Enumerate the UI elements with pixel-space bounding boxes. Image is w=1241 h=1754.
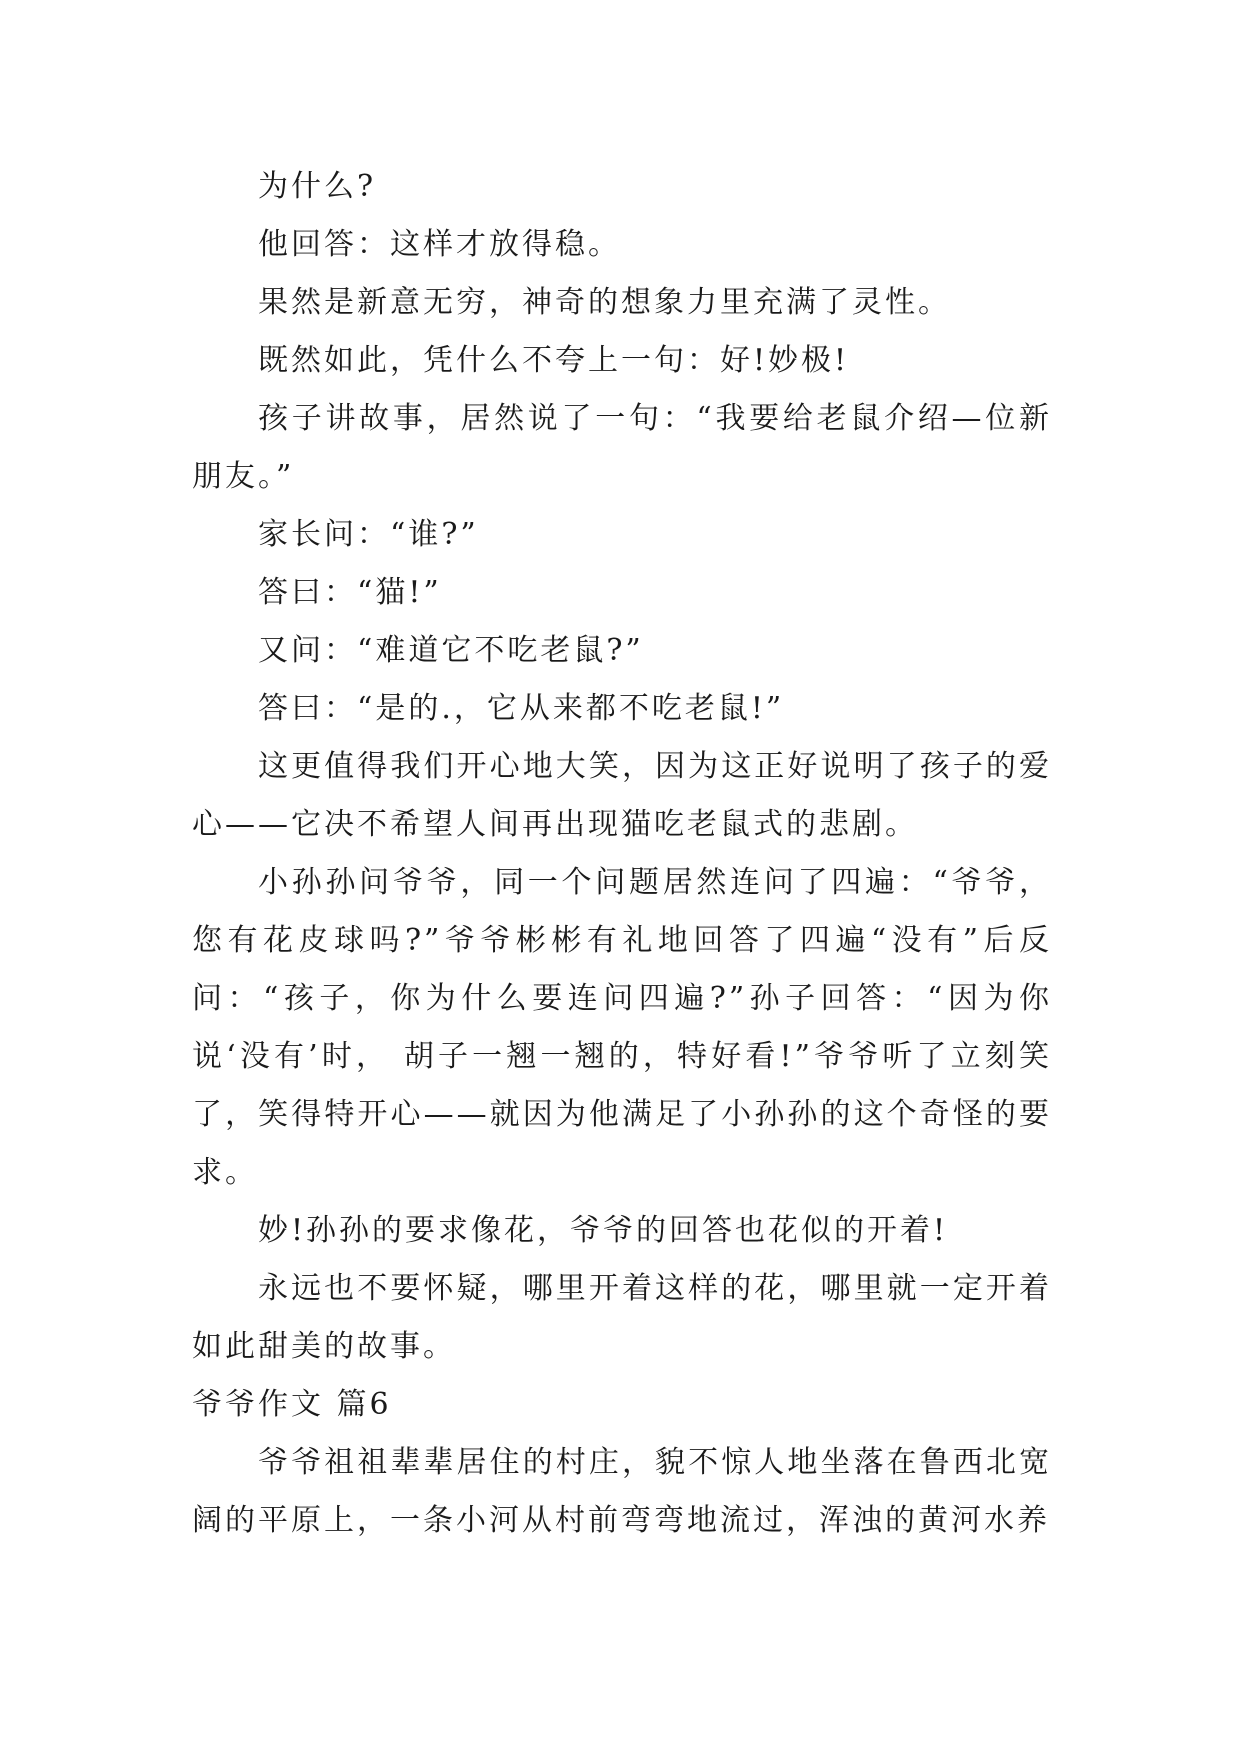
paragraph: 妙!孙孙的要求像花，爷爷的回答也花似的开着!: [258, 1213, 949, 1248]
paragraph: 永远也不要怀疑，哪里开着这样的花，哪里就一定开着如此甜美的故事。: [192, 1271, 1052, 1364]
paragraph: 为什么?: [258, 169, 377, 204]
paragraph: 答曰：“是的.，它从来都不吃老鼠!”: [258, 691, 785, 726]
paragraph: 家长问：“谁?”: [258, 517, 479, 552]
document-body: [192, 158, 1052, 1550]
paragraph: 他回答：这样才放得稳。: [258, 227, 621, 262]
paragraph: 又问：“难道它不吃老鼠?”: [258, 633, 644, 668]
paragraph: 孩子讲故事，居然说了一句：“我要给老鼠介绍—位新朋友。”: [192, 401, 1052, 494]
section-heading: 爷爷作文 篇6: [192, 1387, 392, 1422]
paragraph: 这更值得我们开心地大笑，因为这正好说明了孩子的爱心——它决不希望人间再出现猫吃老鼠式的悲剧。: [192, 749, 1052, 842]
paragraph: 爷爷祖祖辈辈居住的村庄，貌不惊人地坐落在鲁西北宽阔的平原上，一条小河从村前弯弯地流过，浑浊的黄河水养: [192, 1445, 1052, 1538]
paragraph: 答曰：“猫!”: [258, 575, 442, 610]
paragraph: 小孙孙问爷爷，同一个问题居然连问了四遍：“爷爷，您有花皮球吗?”爷爷彬彬有礼地回答了四遍“没有”后反问：“孩子，你为什么要连问四遍?”孙子回答：“因为你说‘没有’时， 胡子一翘一翘的，特好看!”爷爷听了立刻笑了，笑得特开心——就因为他满足了小孙孙的这个奇怪的要求。: [192, 865, 1052, 1190]
paragraph: 既然如此，凭什么不夸上一句：好!妙极!: [258, 343, 850, 378]
paragraph: 果然是新意无穷，神奇的想象力里充满了灵性。: [258, 285, 951, 320]
